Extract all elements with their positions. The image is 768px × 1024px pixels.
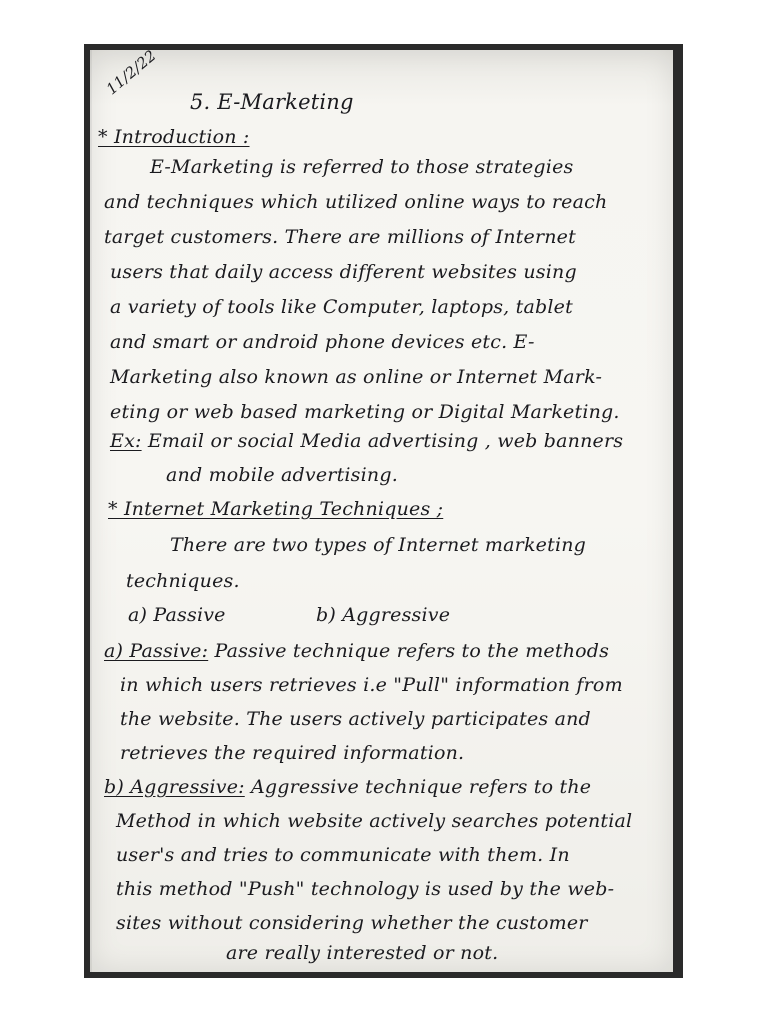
aggressive-line: are really interested or not. bbox=[226, 942, 499, 964]
example-continuation: and mobile advertising. bbox=[166, 464, 398, 486]
techniques-line: There are two types of Internet marketing bbox=[170, 534, 587, 556]
page-title: 5. E-Marketing bbox=[190, 90, 354, 114]
intro-line: and techniques which utilized online ways to reach bbox=[104, 191, 608, 213]
intro-line: target customers. There are millions of Internet bbox=[104, 226, 576, 248]
aggressive-line: user's and tries to communicate with them. In bbox=[116, 844, 570, 866]
scanned-page-photo bbox=[84, 44, 683, 978]
intro-line: Marketing also known as online or Internet Mark- bbox=[110, 366, 603, 388]
example-line bbox=[110, 432, 623, 451]
type-aggressive: b) Aggressive bbox=[316, 604, 451, 626]
example-label: Ex: bbox=[110, 430, 142, 452]
page-margin bbox=[90, 50, 92, 972]
intro-line: and smart or android phone devices etc. E- bbox=[110, 331, 535, 353]
aggressive-line: sites without considering whether the customer bbox=[116, 912, 588, 934]
aggressive-label: b) Aggressive: bbox=[104, 776, 245, 798]
aggressive-line: this method "Push" technology is used by the web- bbox=[116, 878, 615, 900]
introduction-heading: * Introduction : bbox=[98, 126, 250, 148]
page-date: 11/2/22 bbox=[102, 46, 160, 99]
intro-line: users that daily access different websites using bbox=[110, 261, 577, 283]
techniques-heading: * Internet Marketing Techniques ; bbox=[108, 498, 444, 520]
type-passive: a) Passive bbox=[128, 604, 226, 626]
techniques-line: techniques. bbox=[126, 570, 240, 592]
aggressive-line: b) Aggressive: Aggressive technique refers to the bbox=[104, 776, 592, 798]
passive-line: in which users retrieves i.e "Pull" information from bbox=[120, 674, 623, 696]
example-text: Email or social Media advertising , web banners bbox=[141, 430, 624, 452]
notebook-page bbox=[90, 46, 673, 972]
intro-line: eting or web based marketing or Digital Marketing. bbox=[110, 401, 620, 423]
passive-label: a) Passive: bbox=[104, 640, 209, 662]
passive-line: a) Passive: Passive technique refers to the methods bbox=[104, 640, 610, 662]
passive-line: retrieves the required information. bbox=[120, 742, 465, 764]
passive-line: the website. The users actively participates and bbox=[120, 708, 591, 730]
aggressive-line: Method in which website actively searches potential bbox=[116, 810, 633, 832]
intro-line: a variety of tools like Computer, laptops, tablet bbox=[110, 296, 573, 318]
intro-line: E-Marketing is referred to those strategies bbox=[150, 156, 574, 178]
